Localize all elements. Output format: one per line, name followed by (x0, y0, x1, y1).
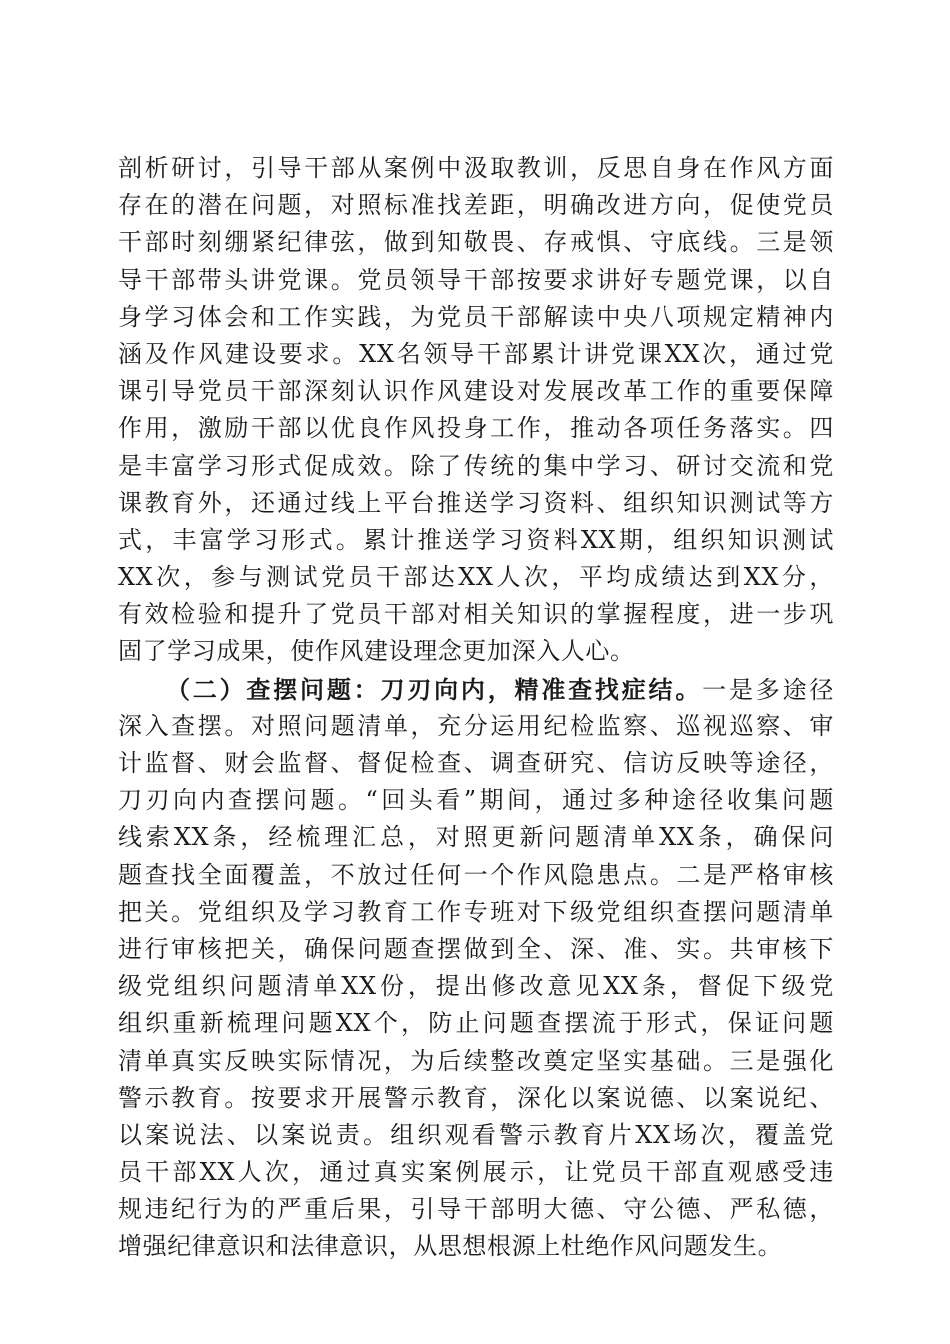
text-line: 深入查摆。对照问题清单，充分运用纪检监察、巡视巡察、审 (118, 711, 834, 740)
text-line: 清单真实反映实际情况，为后续整改奠定坚实基础。三是强化 (118, 1046, 834, 1075)
text-line: 涵及作风建设要求。XX名领导干部累计讲党课XX次，通过党 (118, 339, 834, 368)
text-line: 课引导党员干部深刻认识作风建设对发展改革工作的重要保障 (118, 377, 834, 406)
text-line: 式，丰富学习形式。累计推送学习资料XX期，组织知识测试 (118, 525, 834, 554)
text-line: 线索XX条，经梳理汇总，对照更新问题清单XX条，确保问 (118, 823, 834, 852)
text-line: 把关。党组织及学习教育工作专班对下级党组织查摆问题清单 (118, 897, 834, 926)
heading-line-rest: 一是多途径 (702, 675, 835, 704)
text-line: 规违纪行为的严重后果，引导干部明大德、守公德、严私德， (118, 1195, 834, 1224)
text-line: 作用，激励干部以优良作风投身工作，推动各项任务落实。四 (118, 414, 834, 443)
text-line: 存在的潜在问题，对照标准找差距，明确改进方向，促使党员 (118, 191, 834, 220)
text-line: 进行审核把关，确保问题查摆做到全、深、准、实。共审核下 (118, 934, 834, 963)
text-line: 题查找全面覆盖，不放过任何一个作风隐患点。二是严格审核 (118, 860, 834, 889)
text-line: 干部时刻绷紧纪律弦，做到知敬畏、存戒惧、守底线。三是领 (118, 228, 834, 257)
paragraph-1 (118, 150, 834, 671)
text-line: 员干部XX人次，通过真实案例展示，让党员干部直观感受违 (118, 1158, 834, 1187)
text-line: 计监督、财会监督、督促检查、调查研究、信访反映等途径， (118, 749, 834, 777)
text-line: 固了学习成果，使作风建设理念更加深入人心。 (118, 637, 635, 666)
text-line: 以案说法、以案说责。组织观看警示教育片XX场次，覆盖党 (118, 1120, 834, 1149)
text-line: 课教育外，还通过线上平台推送学习资料、组织知识测试等方 (118, 488, 834, 517)
paragraph-2 (118, 671, 834, 1266)
text-line: 增强纪律意识和法律意识，从思想根源上杜绝作风问题发生。 (118, 1232, 783, 1261)
text-line: 级党组织问题清单XX份，提出修改意见XX条，督促下级党 (118, 972, 834, 1001)
text-line: XX次，参与测试党员干部达XX人次，平均成绩达到XX分， (118, 563, 834, 592)
text-line: 导干部带头讲党课。党员领导干部按要求讲好专题党课，以自 (118, 265, 834, 294)
body-text (118, 150, 834, 1266)
text-line: 身学习体会和工作实践，为党员干部解读中央八项规定精神内 (118, 302, 834, 331)
text-line: 刀刃向内查摆问题。“回头看”期间，通过多种途径收集问题 (118, 786, 834, 815)
text-line: 有效检验和提升了党员干部对相关知识的掌握程度，进一步巩 (118, 600, 834, 629)
text-line: 警示教育。按要求开展警示教育，深化以案说德、以案说纪、 (118, 1083, 834, 1112)
text-line: 剖析研讨，引导干部从案例中汲取教训，反思自身在作风方面 (118, 154, 834, 182)
section-heading: （二）查摆问题：刀刃向内，精准查找症结。 (166, 674, 703, 704)
text-line: 组织重新梳理问题XX个，防止问题查摆流于形式，保证问题 (118, 1009, 834, 1038)
text-line (118, 671, 834, 708)
text-line: 是丰富学习形式促成效。除了传统的集中学习、研讨交流和党 (118, 451, 834, 480)
